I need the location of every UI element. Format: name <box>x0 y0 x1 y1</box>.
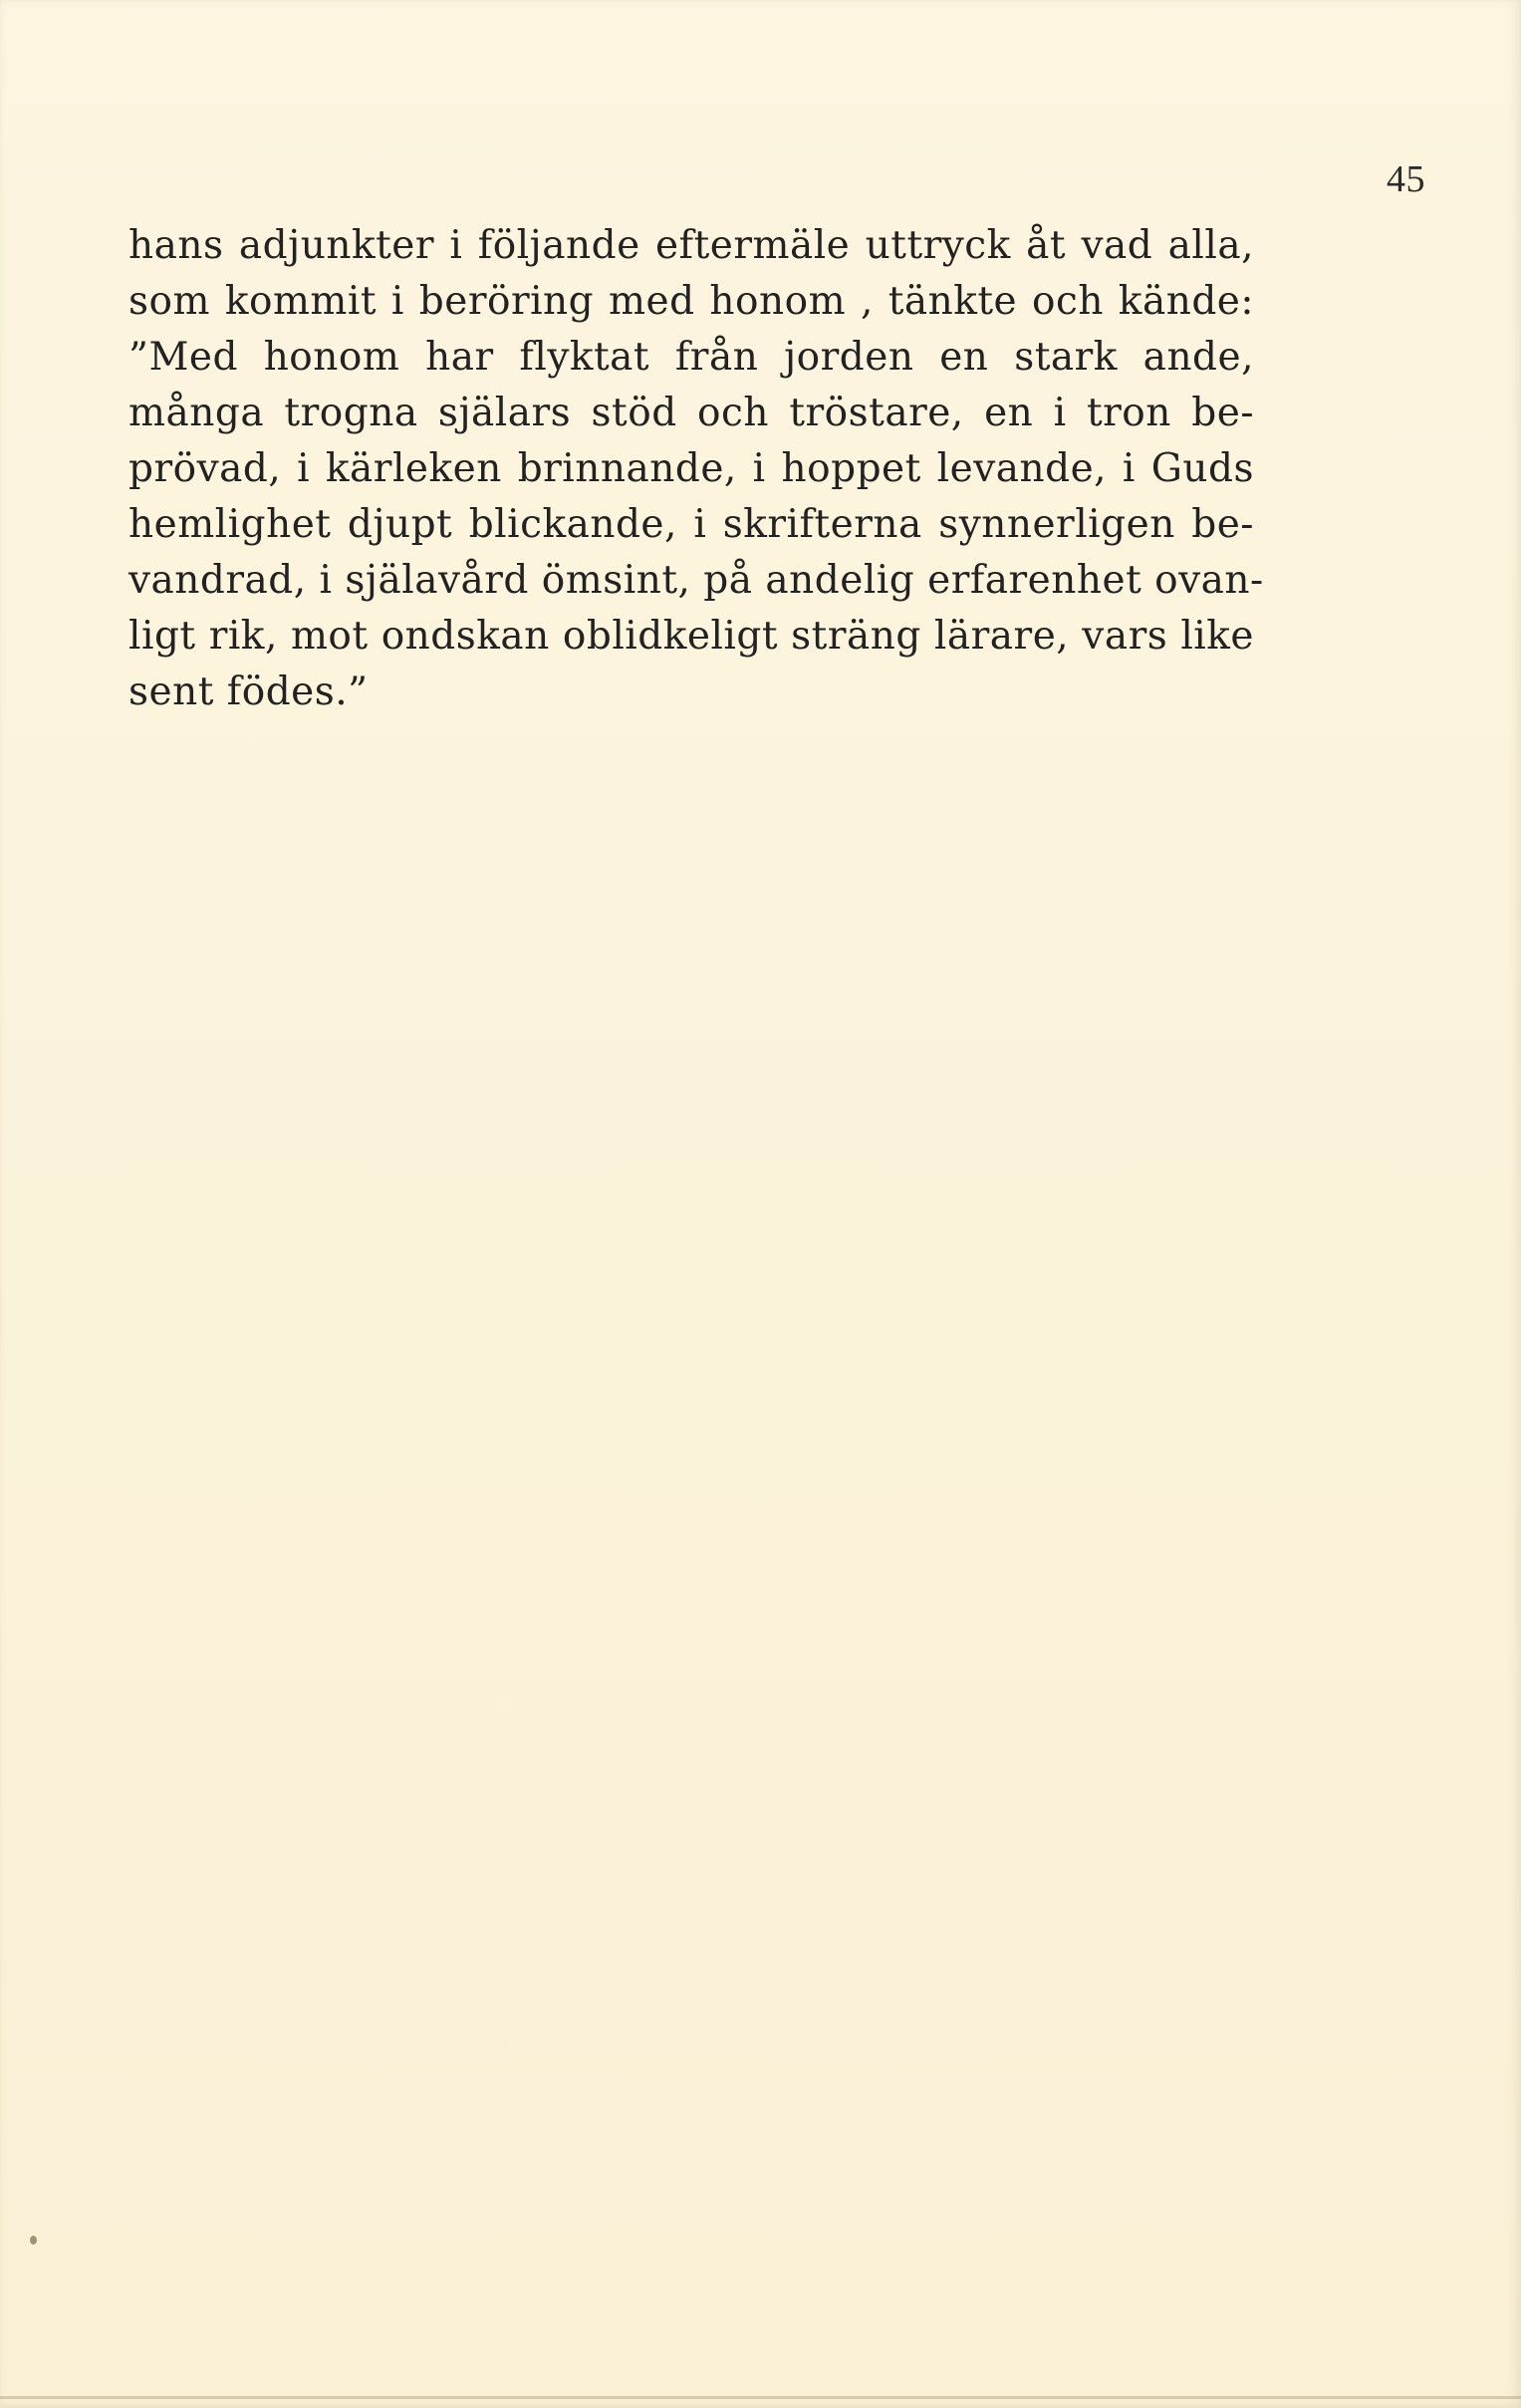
text-line: sent födes.” <box>128 669 369 714</box>
paper-speck <box>30 2236 37 2245</box>
text-line: ligt rik, mot ondskan oblidkeligt sträng lärare, vars like <box>128 614 1254 659</box>
page-bottom-edge <box>0 2396 1521 2399</box>
body-paragraph <box>128 218 1264 720</box>
text-line: som kommit i beröring med honom , tänkte och kände: <box>128 279 1254 324</box>
page-number: 45 <box>1387 158 1425 200</box>
text-line: hemlighet djupt blickande, i skrifterna synnerligen be- <box>128 502 1254 547</box>
text-line: ”Med honom har flyktat från jorden en stark ande, <box>128 335 1254 380</box>
text-line: vandrad, i själavård ömsint, på andelig erfarenhet ovan- <box>128 558 1264 603</box>
text-line: hans adjunkter i följande eftermäle uttryck åt vad alla, <box>128 223 1254 268</box>
text-line: många trogna själars stöd och tröstare, en i tron be- <box>128 391 1254 435</box>
text-line: prövad, i kärleken brinnande, i hoppet levande, i Guds <box>128 446 1254 491</box>
